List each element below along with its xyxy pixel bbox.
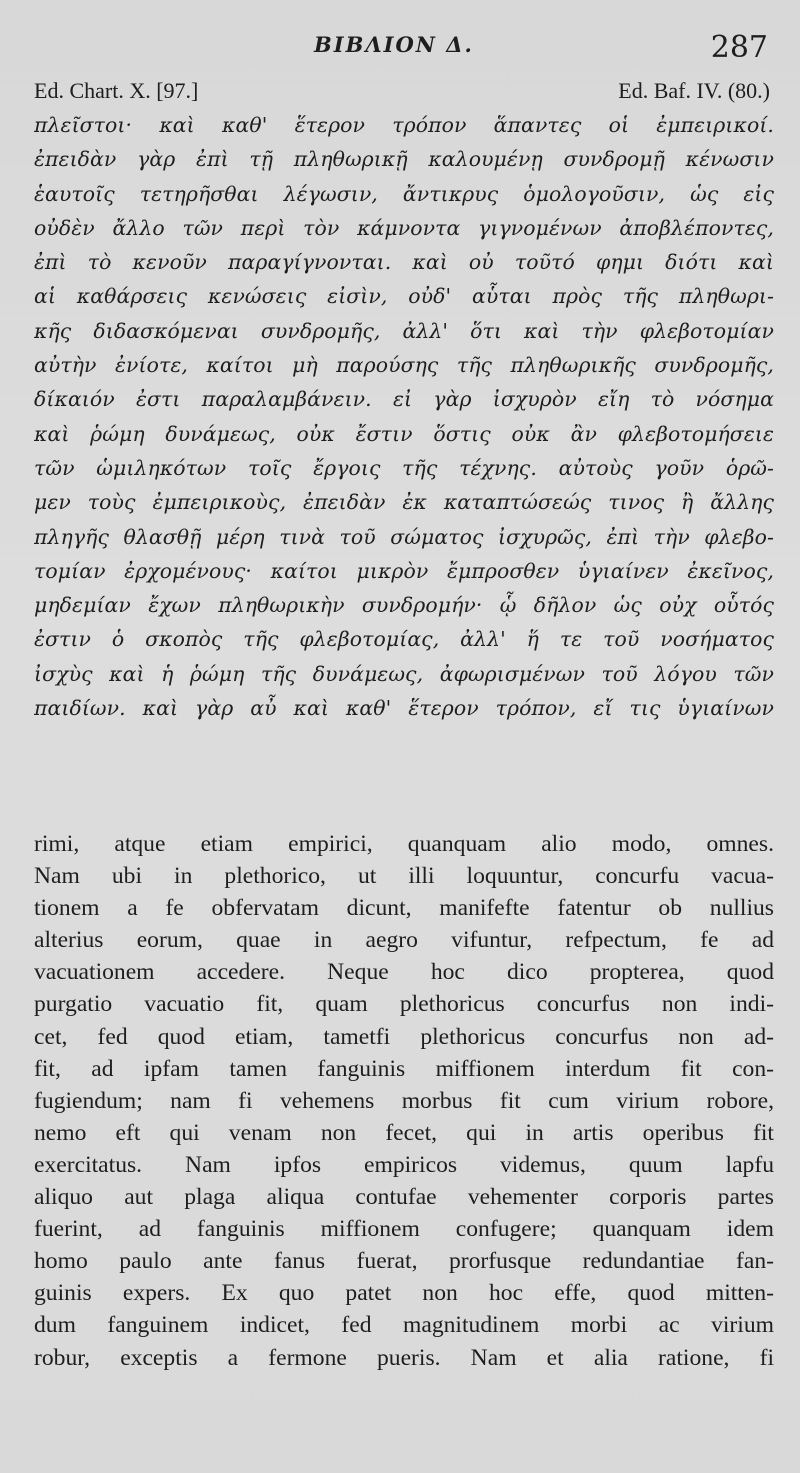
latin-line: fuerint, ad fanguinis miffionem confugere; quanquam idem (34, 1216, 774, 1243)
latin-line: exercitatus. Nam ipfos empiricos videmus, quum lapfu (34, 1151, 774, 1178)
latin-line: fugiendum; nam fi vehemens morbus fit cum virium robore, (34, 1087, 774, 1114)
greek-line: ἐπειδὰν γὰρ ἐπὶ τῇ πληθωρικῇ καλουμένῃ συνδρομῇ κένωσιν (34, 147, 774, 172)
latin-line: rimi, atque etiam empirici, quanquam alio modo, omnes. (34, 831, 774, 857)
greek-line: κῆς διδασκόμεναι συνδρομῆς, ἀλλ' ὅτι καὶ τὴν φλεβοτομίαν (34, 318, 774, 343)
greek-line: πλεῖστοι· καὶ καθ' ἕτερον τρόπον ἅπαντες οἱ ἐμπειρικοί. (34, 113, 774, 137)
latin-line: alterius eorum, quae in aegro vifuntur, refpectum, fe ad (34, 927, 774, 954)
latin-line: robur, exceptis a fermone pueris. Nam et alia ratione, fi (34, 1344, 774, 1371)
greek-line: πληγῆς θλασθῇ μέρη τινὰ τοῦ σώματος ἰσχυρῶς, ἐπὶ τὴν φλεβο- (34, 524, 774, 549)
greek-line: αὐτὴν ἐνίοτε, καίτοι μὴ παρούσης τῆς πληθωρικῆς συνδρομῆς, (34, 353, 774, 378)
latin-line: aliquo aut plaga aliqua contufae vehementer corporis partes (34, 1184, 774, 1211)
greek-line: αἱ καθάρσεις κενώσεις εἰσὶν, οὐδ' αὗται πρὸς τῆς πληθωρι- (34, 284, 774, 309)
edition-chart-reference: Ed. Chart. X. [97.] (34, 78, 199, 103)
latin-line: purgatio vacuatio fit, quam plethoricus concurfus non indi- (34, 991, 774, 1018)
latin-line: cet, fed quod etiam, tametfi plethoricus concurfus non ad- (34, 1023, 774, 1050)
greek-line: καὶ ῥώμη δυνάμεως, οὐκ ἔστιν ὅστις οὐκ ἂν φλεβοτομήσειε (34, 421, 774, 446)
book-title: BIBΛION Δ. (314, 32, 474, 57)
latin-line: tionem a fe obfervatam dicunt, manifefte fatentur ob nullius (34, 895, 774, 922)
greek-line: μεν τοὺς ἐμπειρικοὺς, ἐπειδὰν ἐκ καταπτώσεώς τινος ἢ ἄλλης (34, 490, 774, 515)
latin-line: nemo eft qui venam non fecet, qui in artis operibus fit (34, 1119, 774, 1146)
edition-basel-reference: Ed. Baf. IV. (80.) (618, 78, 770, 103)
running-head (0, 30, 800, 70)
greek-line: μηδεμίαν ἔχων πληθωρικὴν συνδρομήν· ᾧ δῆλον ὡς οὐχ οὗτός (34, 593, 774, 618)
page-number: 287 (710, 30, 768, 65)
latin-line: Nam ubi in plethorico, ut illi loquuntur, concurfu vacua- (34, 863, 774, 890)
greek-line: τῶν ὡμιληκότων τοῖς ἔργοις τῆς τέχνης. αὐτοὺς γοῦν ὁρῶ- (34, 455, 774, 480)
greek-line: δίκαιόν ἐστι παραλαμβάνειν. εἰ γὰρ ἰσχυρὸν εἴη τὸ νόσημα (34, 387, 774, 412)
greek-line: ἐστιν ὁ σκοπὸς τῆς φλεβοτομίας, ἀλλ' ἥ τε τοῦ νοσήματος (34, 627, 774, 652)
greek-line: ἰσχὺς καὶ ἡ ῥώμη τῆς δυνάμεως, ἀφωρισμένων τοῦ λόγου τῶν (34, 661, 774, 686)
greek-text-block (34, 108, 774, 725)
greek-line: ἑαυτοῖς τετηρῆσθαι λέγωσιν, ἄντικρυς ὁμολογοῦσιν, ὡς εἰς (34, 181, 774, 206)
greek-line: παιδίων. καὶ γὰρ αὖ καὶ καθ' ἕτερον τρόπον, εἴ τις ὑγιαίνων (34, 696, 774, 721)
greek-line: οὐδὲν ἄλλο τῶν περὶ τὸν κάμνοντα γιγνομένων ἀποβλέποντες, (34, 215, 774, 240)
greek-line: τομίαν ἐρχομένους· καίτοι μικρὸν ἔμπροσθεν ὑγιαίνεν ἐκεῖνος, (34, 558, 774, 583)
greek-line: ἐπὶ τὸ κενοῦν παραγίγνονται. καὶ οὐ τοῦτό φημι διότι καὶ (34, 250, 774, 275)
latin-text-block (34, 828, 774, 1374)
latin-line: dum fanguinem indicet, fed magnitudinem morbi ac virium (34, 1312, 774, 1339)
latin-line: fit, ad ipfam tamen fanguinis miffionem interdum fit con- (34, 1055, 774, 1082)
latin-line: guinis expers. Ex quo patet non hoc effe, quod mitten- (34, 1280, 774, 1307)
edition-references (34, 78, 770, 108)
latin-line: homo paulo ante fanus fuerat, prorfusque redundantiae fan- (34, 1248, 774, 1275)
latin-line: vacuationem accedere. Neque hoc dico propterea, quod (34, 959, 774, 986)
